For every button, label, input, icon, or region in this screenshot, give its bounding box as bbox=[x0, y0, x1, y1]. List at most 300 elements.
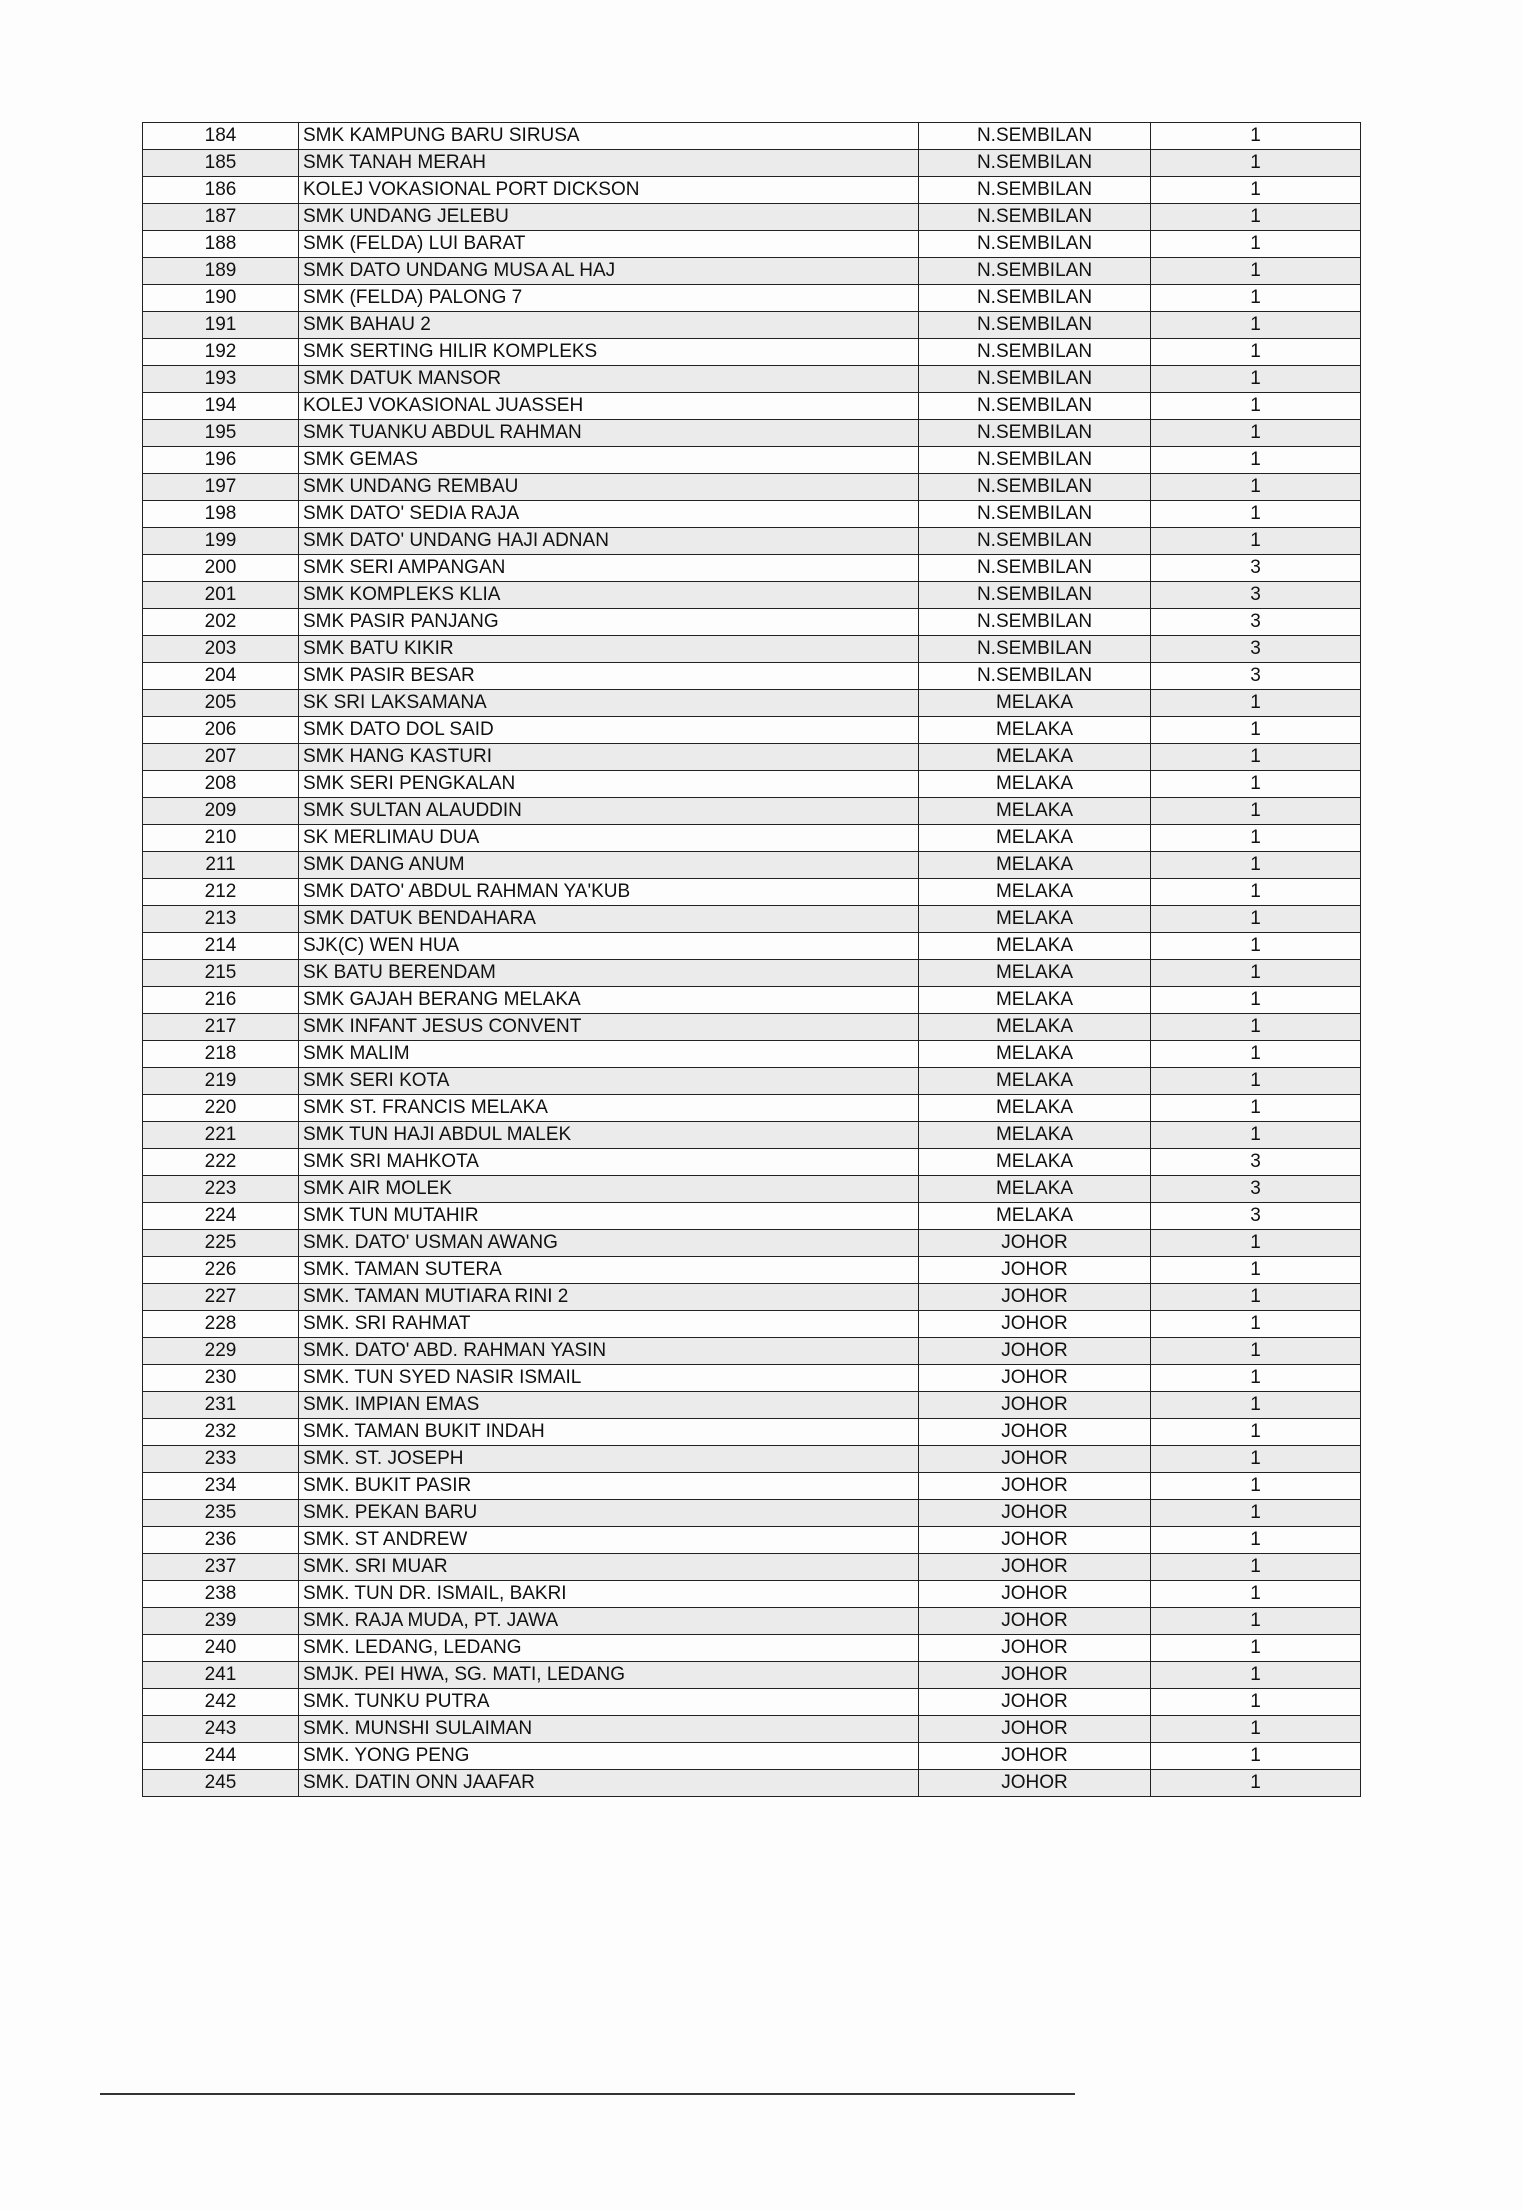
state-name-cell: JOHOR bbox=[919, 1662, 1151, 1689]
row-number-cell: 235 bbox=[143, 1500, 299, 1527]
row-number-cell: 233 bbox=[143, 1446, 299, 1473]
row-number-cell: 245 bbox=[143, 1770, 299, 1797]
school-name-cell: SMK. DATO' ABD. RAHMAN YASIN bbox=[299, 1338, 919, 1365]
school-name-cell: SMK BAHAU 2 bbox=[299, 312, 919, 339]
quantity-cell: 1 bbox=[1151, 1527, 1361, 1554]
table-row bbox=[143, 1149, 1361, 1176]
school-name-cell: SMK DANG ANUM bbox=[299, 852, 919, 879]
school-name-cell: SMK (FELDA) PALONG 7 bbox=[299, 285, 919, 312]
quantity-cell: 1 bbox=[1151, 258, 1361, 285]
quantity-cell: 1 bbox=[1151, 1392, 1361, 1419]
row-number-cell: 231 bbox=[143, 1392, 299, 1419]
quantity-cell: 1 bbox=[1151, 1635, 1361, 1662]
school-name-cell: SK SRI LAKSAMANA bbox=[299, 690, 919, 717]
table-row bbox=[143, 393, 1361, 420]
state-name-cell: N.SEMBILAN bbox=[919, 447, 1151, 474]
state-name-cell: N.SEMBILAN bbox=[919, 501, 1151, 528]
table-row bbox=[143, 555, 1361, 582]
quantity-cell: 1 bbox=[1151, 393, 1361, 420]
quantity-cell: 1 bbox=[1151, 1689, 1361, 1716]
school-name-cell: SMK PASIR BESAR bbox=[299, 663, 919, 690]
state-name-cell: JOHOR bbox=[919, 1743, 1151, 1770]
footer-divider bbox=[100, 2093, 1075, 2095]
row-number-cell: 226 bbox=[143, 1257, 299, 1284]
state-name-cell: MELAKA bbox=[919, 825, 1151, 852]
quantity-cell: 1 bbox=[1151, 312, 1361, 339]
school-name-cell: SMK. TAMAN BUKIT INDAH bbox=[299, 1419, 919, 1446]
quantity-cell: 1 bbox=[1151, 231, 1361, 258]
quantity-cell: 3 bbox=[1151, 555, 1361, 582]
school-name-cell: SMK GAJAH BERANG MELAKA bbox=[299, 987, 919, 1014]
school-name-cell: KOLEJ VOKASIONAL PORT DICKSON bbox=[299, 177, 919, 204]
school-name-cell: SMK DATUK BENDAHARA bbox=[299, 906, 919, 933]
quantity-cell: 1 bbox=[1151, 1230, 1361, 1257]
table-row bbox=[143, 1581, 1361, 1608]
state-name-cell: JOHOR bbox=[919, 1608, 1151, 1635]
school-name-cell: SMK DATUK MANSOR bbox=[299, 366, 919, 393]
row-number-cell: 218 bbox=[143, 1041, 299, 1068]
state-name-cell: JOHOR bbox=[919, 1446, 1151, 1473]
table-row bbox=[143, 1635, 1361, 1662]
state-name-cell: N.SEMBILAN bbox=[919, 123, 1151, 150]
table-row bbox=[143, 1311, 1361, 1338]
quantity-cell: 1 bbox=[1151, 906, 1361, 933]
row-number-cell: 195 bbox=[143, 420, 299, 447]
quantity-cell: 1 bbox=[1151, 852, 1361, 879]
table-row bbox=[143, 906, 1361, 933]
state-name-cell: N.SEMBILAN bbox=[919, 177, 1151, 204]
state-name-cell: MELAKA bbox=[919, 1041, 1151, 1068]
row-number-cell: 240 bbox=[143, 1635, 299, 1662]
school-name-cell: SMK AIR MOLEK bbox=[299, 1176, 919, 1203]
row-number-cell: 214 bbox=[143, 933, 299, 960]
row-number-cell: 187 bbox=[143, 204, 299, 231]
state-name-cell: N.SEMBILAN bbox=[919, 312, 1151, 339]
row-number-cell: 211 bbox=[143, 852, 299, 879]
school-name-cell: SMK (FELDA) LUI BARAT bbox=[299, 231, 919, 258]
row-number-cell: 200 bbox=[143, 555, 299, 582]
quantity-cell: 1 bbox=[1151, 1041, 1361, 1068]
table-row bbox=[143, 420, 1361, 447]
table-row bbox=[143, 1068, 1361, 1095]
quantity-cell: 3 bbox=[1151, 582, 1361, 609]
school-name-cell: SMK. IMPIAN EMAS bbox=[299, 1392, 919, 1419]
quantity-cell: 1 bbox=[1151, 528, 1361, 555]
school-name-cell: SMK SULTAN ALAUDDIN bbox=[299, 798, 919, 825]
school-name-cell: SMK ST. FRANCIS MELAKA bbox=[299, 1095, 919, 1122]
school-name-cell: SMK TANAH MERAH bbox=[299, 150, 919, 177]
table-row bbox=[143, 636, 1361, 663]
table-row bbox=[143, 1203, 1361, 1230]
row-number-cell: 197 bbox=[143, 474, 299, 501]
school-name-cell: SK BATU BERENDAM bbox=[299, 960, 919, 987]
row-number-cell: 234 bbox=[143, 1473, 299, 1500]
table-row bbox=[143, 1176, 1361, 1203]
quantity-cell: 1 bbox=[1151, 1716, 1361, 1743]
row-number-cell: 237 bbox=[143, 1554, 299, 1581]
row-number-cell: 194 bbox=[143, 393, 299, 420]
school-name-cell: SMK. TUN SYED NASIR ISMAIL bbox=[299, 1365, 919, 1392]
quantity-cell: 1 bbox=[1151, 690, 1361, 717]
table-row bbox=[143, 1473, 1361, 1500]
school-name-cell: SK MERLIMAU DUA bbox=[299, 825, 919, 852]
quantity-cell: 1 bbox=[1151, 1257, 1361, 1284]
table-row bbox=[143, 258, 1361, 285]
school-name-cell: SMK SERTING HILIR KOMPLEKS bbox=[299, 339, 919, 366]
school-name-cell: SMJK. PEI HWA, SG. MATI, LEDANG bbox=[299, 1662, 919, 1689]
school-name-cell: SJK(C) WEN HUA bbox=[299, 933, 919, 960]
table-row bbox=[143, 960, 1361, 987]
quantity-cell: 1 bbox=[1151, 339, 1361, 366]
row-number-cell: 212 bbox=[143, 879, 299, 906]
table-row bbox=[143, 231, 1361, 258]
table-row bbox=[143, 1743, 1361, 1770]
table-row bbox=[143, 825, 1361, 852]
quantity-cell: 1 bbox=[1151, 1581, 1361, 1608]
quantity-cell: 1 bbox=[1151, 150, 1361, 177]
state-name-cell: N.SEMBILAN bbox=[919, 528, 1151, 555]
school-name-cell: SMK DATO' UNDANG HAJI ADNAN bbox=[299, 528, 919, 555]
school-name-cell: SMK. SRI RAHMAT bbox=[299, 1311, 919, 1338]
table-row bbox=[143, 1419, 1361, 1446]
row-number-cell: 243 bbox=[143, 1716, 299, 1743]
state-name-cell: MELAKA bbox=[919, 1176, 1151, 1203]
school-name-cell: SMK SERI PENGKALAN bbox=[299, 771, 919, 798]
quantity-cell: 1 bbox=[1151, 474, 1361, 501]
school-name-cell: SMK. TUN DR. ISMAIL, BAKRI bbox=[299, 1581, 919, 1608]
quantity-cell: 1 bbox=[1151, 1473, 1361, 1500]
row-number-cell: 229 bbox=[143, 1338, 299, 1365]
table-row bbox=[143, 798, 1361, 825]
quantity-cell: 1 bbox=[1151, 798, 1361, 825]
quantity-cell: 1 bbox=[1151, 420, 1361, 447]
school-name-cell: SMK. BUKIT PASIR bbox=[299, 1473, 919, 1500]
state-name-cell: JOHOR bbox=[919, 1473, 1151, 1500]
row-number-cell: 236 bbox=[143, 1527, 299, 1554]
state-name-cell: JOHOR bbox=[919, 1365, 1151, 1392]
table-row bbox=[143, 879, 1361, 906]
row-number-cell: 232 bbox=[143, 1419, 299, 1446]
school-table-body bbox=[143, 123, 1361, 1797]
quantity-cell: 3 bbox=[1151, 1176, 1361, 1203]
row-number-cell: 193 bbox=[143, 366, 299, 393]
table-row bbox=[143, 717, 1361, 744]
state-name-cell: N.SEMBILAN bbox=[919, 555, 1151, 582]
table-row bbox=[143, 1095, 1361, 1122]
school-name-cell: SMK SRI MAHKOTA bbox=[299, 1149, 919, 1176]
state-name-cell: JOHOR bbox=[919, 1689, 1151, 1716]
table-row bbox=[143, 312, 1361, 339]
quantity-cell: 1 bbox=[1151, 1770, 1361, 1797]
row-number-cell: 222 bbox=[143, 1149, 299, 1176]
school-name-cell: SMK KOMPLEKS KLIA bbox=[299, 582, 919, 609]
row-number-cell: 202 bbox=[143, 609, 299, 636]
state-name-cell: N.SEMBILAN bbox=[919, 339, 1151, 366]
quantity-cell: 1 bbox=[1151, 1311, 1361, 1338]
school-name-cell: SMK GEMAS bbox=[299, 447, 919, 474]
school-name-cell: SMK TUN HAJI ABDUL MALEK bbox=[299, 1122, 919, 1149]
row-number-cell: 207 bbox=[143, 744, 299, 771]
row-number-cell: 184 bbox=[143, 123, 299, 150]
table-row bbox=[143, 1689, 1361, 1716]
state-name-cell: JOHOR bbox=[919, 1338, 1151, 1365]
row-number-cell: 224 bbox=[143, 1203, 299, 1230]
quantity-cell: 1 bbox=[1151, 1554, 1361, 1581]
school-name-cell: SMK HANG KASTURI bbox=[299, 744, 919, 771]
quantity-cell: 1 bbox=[1151, 1095, 1361, 1122]
state-name-cell: MELAKA bbox=[919, 798, 1151, 825]
quantity-cell: 1 bbox=[1151, 1419, 1361, 1446]
state-name-cell: MELAKA bbox=[919, 690, 1151, 717]
state-name-cell: JOHOR bbox=[919, 1554, 1151, 1581]
table-row bbox=[143, 1014, 1361, 1041]
school-name-cell: SMK. PEKAN BARU bbox=[299, 1500, 919, 1527]
row-number-cell: 188 bbox=[143, 231, 299, 258]
state-name-cell: N.SEMBILAN bbox=[919, 231, 1151, 258]
table-row bbox=[143, 447, 1361, 474]
state-name-cell: N.SEMBILAN bbox=[919, 609, 1151, 636]
school-name-cell: SMK DATO' ABDUL RAHMAN YA'KUB bbox=[299, 879, 919, 906]
school-name-cell: SMK. TAMAN SUTERA bbox=[299, 1257, 919, 1284]
school-name-cell: SMK MALIM bbox=[299, 1041, 919, 1068]
quantity-cell: 1 bbox=[1151, 1338, 1361, 1365]
state-name-cell: N.SEMBILAN bbox=[919, 366, 1151, 393]
state-name-cell: JOHOR bbox=[919, 1257, 1151, 1284]
school-name-cell: SMK. LEDANG, LEDANG bbox=[299, 1635, 919, 1662]
quantity-cell: 1 bbox=[1151, 987, 1361, 1014]
school-name-cell: KOLEJ VOKASIONAL JUASSEH bbox=[299, 393, 919, 420]
school-name-cell: SMK. ST. JOSEPH bbox=[299, 1446, 919, 1473]
quantity-cell: 1 bbox=[1151, 879, 1361, 906]
state-name-cell: JOHOR bbox=[919, 1716, 1151, 1743]
row-number-cell: 244 bbox=[143, 1743, 299, 1770]
state-name-cell: N.SEMBILAN bbox=[919, 582, 1151, 609]
row-number-cell: 239 bbox=[143, 1608, 299, 1635]
table-row bbox=[143, 1041, 1361, 1068]
table-row bbox=[143, 690, 1361, 717]
row-number-cell: 203 bbox=[143, 636, 299, 663]
school-name-cell: SMK UNDANG REMBAU bbox=[299, 474, 919, 501]
state-name-cell: MELAKA bbox=[919, 1068, 1151, 1095]
quantity-cell: 1 bbox=[1151, 1365, 1361, 1392]
row-number-cell: 230 bbox=[143, 1365, 299, 1392]
school-name-cell: SMK UNDANG JELEBU bbox=[299, 204, 919, 231]
school-table bbox=[142, 122, 1361, 1797]
row-number-cell: 185 bbox=[143, 150, 299, 177]
row-number-cell: 220 bbox=[143, 1095, 299, 1122]
quantity-cell: 1 bbox=[1151, 744, 1361, 771]
row-number-cell: 228 bbox=[143, 1311, 299, 1338]
state-name-cell: N.SEMBILAN bbox=[919, 150, 1151, 177]
state-name-cell: MELAKA bbox=[919, 1203, 1151, 1230]
quantity-cell: 3 bbox=[1151, 1203, 1361, 1230]
state-name-cell: JOHOR bbox=[919, 1230, 1151, 1257]
table-row bbox=[143, 366, 1361, 393]
state-name-cell: MELAKA bbox=[919, 1149, 1151, 1176]
state-name-cell: N.SEMBILAN bbox=[919, 258, 1151, 285]
state-name-cell: JOHOR bbox=[919, 1392, 1151, 1419]
row-number-cell: 191 bbox=[143, 312, 299, 339]
row-number-cell: 210 bbox=[143, 825, 299, 852]
school-name-cell: SMK. MUNSHI SULAIMAN bbox=[299, 1716, 919, 1743]
table-row bbox=[143, 852, 1361, 879]
quantity-cell: 1 bbox=[1151, 825, 1361, 852]
state-name-cell: MELAKA bbox=[919, 933, 1151, 960]
table-row bbox=[143, 1392, 1361, 1419]
school-name-cell: SMK. SRI MUAR bbox=[299, 1554, 919, 1581]
table-row bbox=[143, 1365, 1361, 1392]
table-row bbox=[143, 1500, 1361, 1527]
row-number-cell: 219 bbox=[143, 1068, 299, 1095]
quantity-cell: 1 bbox=[1151, 123, 1361, 150]
quantity-cell: 1 bbox=[1151, 1122, 1361, 1149]
quantity-cell: 1 bbox=[1151, 1500, 1361, 1527]
row-number-cell: 223 bbox=[143, 1176, 299, 1203]
quantity-cell: 1 bbox=[1151, 447, 1361, 474]
state-name-cell: N.SEMBILAN bbox=[919, 420, 1151, 447]
quantity-cell: 1 bbox=[1151, 1014, 1361, 1041]
school-name-cell: SMK. TUNKU PUTRA bbox=[299, 1689, 919, 1716]
row-number-cell: 217 bbox=[143, 1014, 299, 1041]
table-row bbox=[143, 582, 1361, 609]
table-row bbox=[143, 744, 1361, 771]
quantity-cell: 1 bbox=[1151, 1446, 1361, 1473]
quantity-cell: 1 bbox=[1151, 1284, 1361, 1311]
quantity-cell: 1 bbox=[1151, 933, 1361, 960]
quantity-cell: 3 bbox=[1151, 663, 1361, 690]
school-name-cell: SMK. DATO' USMAN AWANG bbox=[299, 1230, 919, 1257]
table-row bbox=[143, 150, 1361, 177]
quantity-cell: 1 bbox=[1151, 1662, 1361, 1689]
table-row bbox=[143, 609, 1361, 636]
row-number-cell: 204 bbox=[143, 663, 299, 690]
state-name-cell: JOHOR bbox=[919, 1500, 1151, 1527]
state-name-cell: MELAKA bbox=[919, 771, 1151, 798]
state-name-cell: JOHOR bbox=[919, 1284, 1151, 1311]
quantity-cell: 3 bbox=[1151, 609, 1361, 636]
row-number-cell: 190 bbox=[143, 285, 299, 312]
quantity-cell: 1 bbox=[1151, 717, 1361, 744]
row-number-cell: 242 bbox=[143, 1689, 299, 1716]
school-name-cell: SMK SERI KOTA bbox=[299, 1068, 919, 1095]
quantity-cell: 1 bbox=[1151, 285, 1361, 312]
quantity-cell: 1 bbox=[1151, 177, 1361, 204]
state-name-cell: JOHOR bbox=[919, 1581, 1151, 1608]
row-number-cell: 198 bbox=[143, 501, 299, 528]
quantity-cell: 1 bbox=[1151, 501, 1361, 528]
table-row bbox=[143, 1608, 1361, 1635]
state-name-cell: N.SEMBILAN bbox=[919, 636, 1151, 663]
table-row bbox=[143, 1716, 1361, 1743]
state-name-cell: MELAKA bbox=[919, 852, 1151, 879]
quantity-cell: 1 bbox=[1151, 1068, 1361, 1095]
table-row bbox=[143, 528, 1361, 555]
school-name-cell: SMK. RAJA MUDA, PT. JAWA bbox=[299, 1608, 919, 1635]
table-row bbox=[143, 1554, 1361, 1581]
school-name-cell: SMK TUANKU ABDUL RAHMAN bbox=[299, 420, 919, 447]
table-row bbox=[143, 1257, 1361, 1284]
state-name-cell: MELAKA bbox=[919, 1122, 1151, 1149]
row-number-cell: 205 bbox=[143, 690, 299, 717]
table-row bbox=[143, 1338, 1361, 1365]
state-name-cell: MELAKA bbox=[919, 1014, 1151, 1041]
school-name-cell: SMK. ST ANDREW bbox=[299, 1527, 919, 1554]
row-number-cell: 186 bbox=[143, 177, 299, 204]
state-name-cell: N.SEMBILAN bbox=[919, 204, 1151, 231]
table-row bbox=[143, 1122, 1361, 1149]
quantity-cell: 1 bbox=[1151, 1743, 1361, 1770]
table-row bbox=[143, 1527, 1361, 1554]
quantity-cell: 3 bbox=[1151, 636, 1361, 663]
school-name-cell: SMK TUN MUTAHIR bbox=[299, 1203, 919, 1230]
row-number-cell: 227 bbox=[143, 1284, 299, 1311]
table-row bbox=[143, 1284, 1361, 1311]
table-row bbox=[143, 1230, 1361, 1257]
row-number-cell: 216 bbox=[143, 987, 299, 1014]
table-row bbox=[143, 933, 1361, 960]
row-number-cell: 213 bbox=[143, 906, 299, 933]
school-name-cell: SMK BATU KIKIR bbox=[299, 636, 919, 663]
school-name-cell: SMK DATO DOL SAID bbox=[299, 717, 919, 744]
state-name-cell: N.SEMBILAN bbox=[919, 474, 1151, 501]
row-number-cell: 201 bbox=[143, 582, 299, 609]
school-name-cell: SMK PASIR PANJANG bbox=[299, 609, 919, 636]
state-name-cell: N.SEMBILAN bbox=[919, 285, 1151, 312]
state-name-cell: MELAKA bbox=[919, 717, 1151, 744]
state-name-cell: N.SEMBILAN bbox=[919, 393, 1151, 420]
school-name-cell: SMK DATO UNDANG MUSA AL HAJ bbox=[299, 258, 919, 285]
state-name-cell: MELAKA bbox=[919, 906, 1151, 933]
school-name-cell: SMK SERI AMPANGAN bbox=[299, 555, 919, 582]
state-name-cell: JOHOR bbox=[919, 1635, 1151, 1662]
state-name-cell: JOHOR bbox=[919, 1527, 1151, 1554]
school-name-cell: SMK. DATIN ONN JAAFAR bbox=[299, 1770, 919, 1797]
table-row bbox=[143, 771, 1361, 798]
quantity-cell: 1 bbox=[1151, 960, 1361, 987]
quantity-cell: 1 bbox=[1151, 1608, 1361, 1635]
table-row bbox=[143, 123, 1361, 150]
school-name-cell: SMK. TAMAN MUTIARA RINI 2 bbox=[299, 1284, 919, 1311]
row-number-cell: 221 bbox=[143, 1122, 299, 1149]
table-row bbox=[143, 1662, 1361, 1689]
table-row bbox=[143, 474, 1361, 501]
state-name-cell: JOHOR bbox=[919, 1419, 1151, 1446]
table-row bbox=[143, 501, 1361, 528]
state-name-cell: MELAKA bbox=[919, 744, 1151, 771]
school-name-cell: SMK DATO' SEDIA RAJA bbox=[299, 501, 919, 528]
table-row bbox=[143, 285, 1361, 312]
row-number-cell: 241 bbox=[143, 1662, 299, 1689]
table-row bbox=[143, 987, 1361, 1014]
row-number-cell: 192 bbox=[143, 339, 299, 366]
table-row bbox=[143, 1770, 1361, 1797]
school-name-cell: SMK. YONG PENG bbox=[299, 1743, 919, 1770]
state-name-cell: N.SEMBILAN bbox=[919, 663, 1151, 690]
row-number-cell: 238 bbox=[143, 1581, 299, 1608]
table-row bbox=[143, 177, 1361, 204]
quantity-cell: 1 bbox=[1151, 204, 1361, 231]
quantity-cell: 1 bbox=[1151, 771, 1361, 798]
school-name-cell: SMK INFANT JESUS CONVENT bbox=[299, 1014, 919, 1041]
table-row bbox=[143, 663, 1361, 690]
school-name-cell: SMK KAMPUNG BARU SIRUSA bbox=[299, 123, 919, 150]
table-row bbox=[143, 339, 1361, 366]
state-name-cell: MELAKA bbox=[919, 879, 1151, 906]
state-name-cell: MELAKA bbox=[919, 1095, 1151, 1122]
state-name-cell: MELAKA bbox=[919, 987, 1151, 1014]
table-row bbox=[143, 204, 1361, 231]
quantity-cell: 3 bbox=[1151, 1149, 1361, 1176]
